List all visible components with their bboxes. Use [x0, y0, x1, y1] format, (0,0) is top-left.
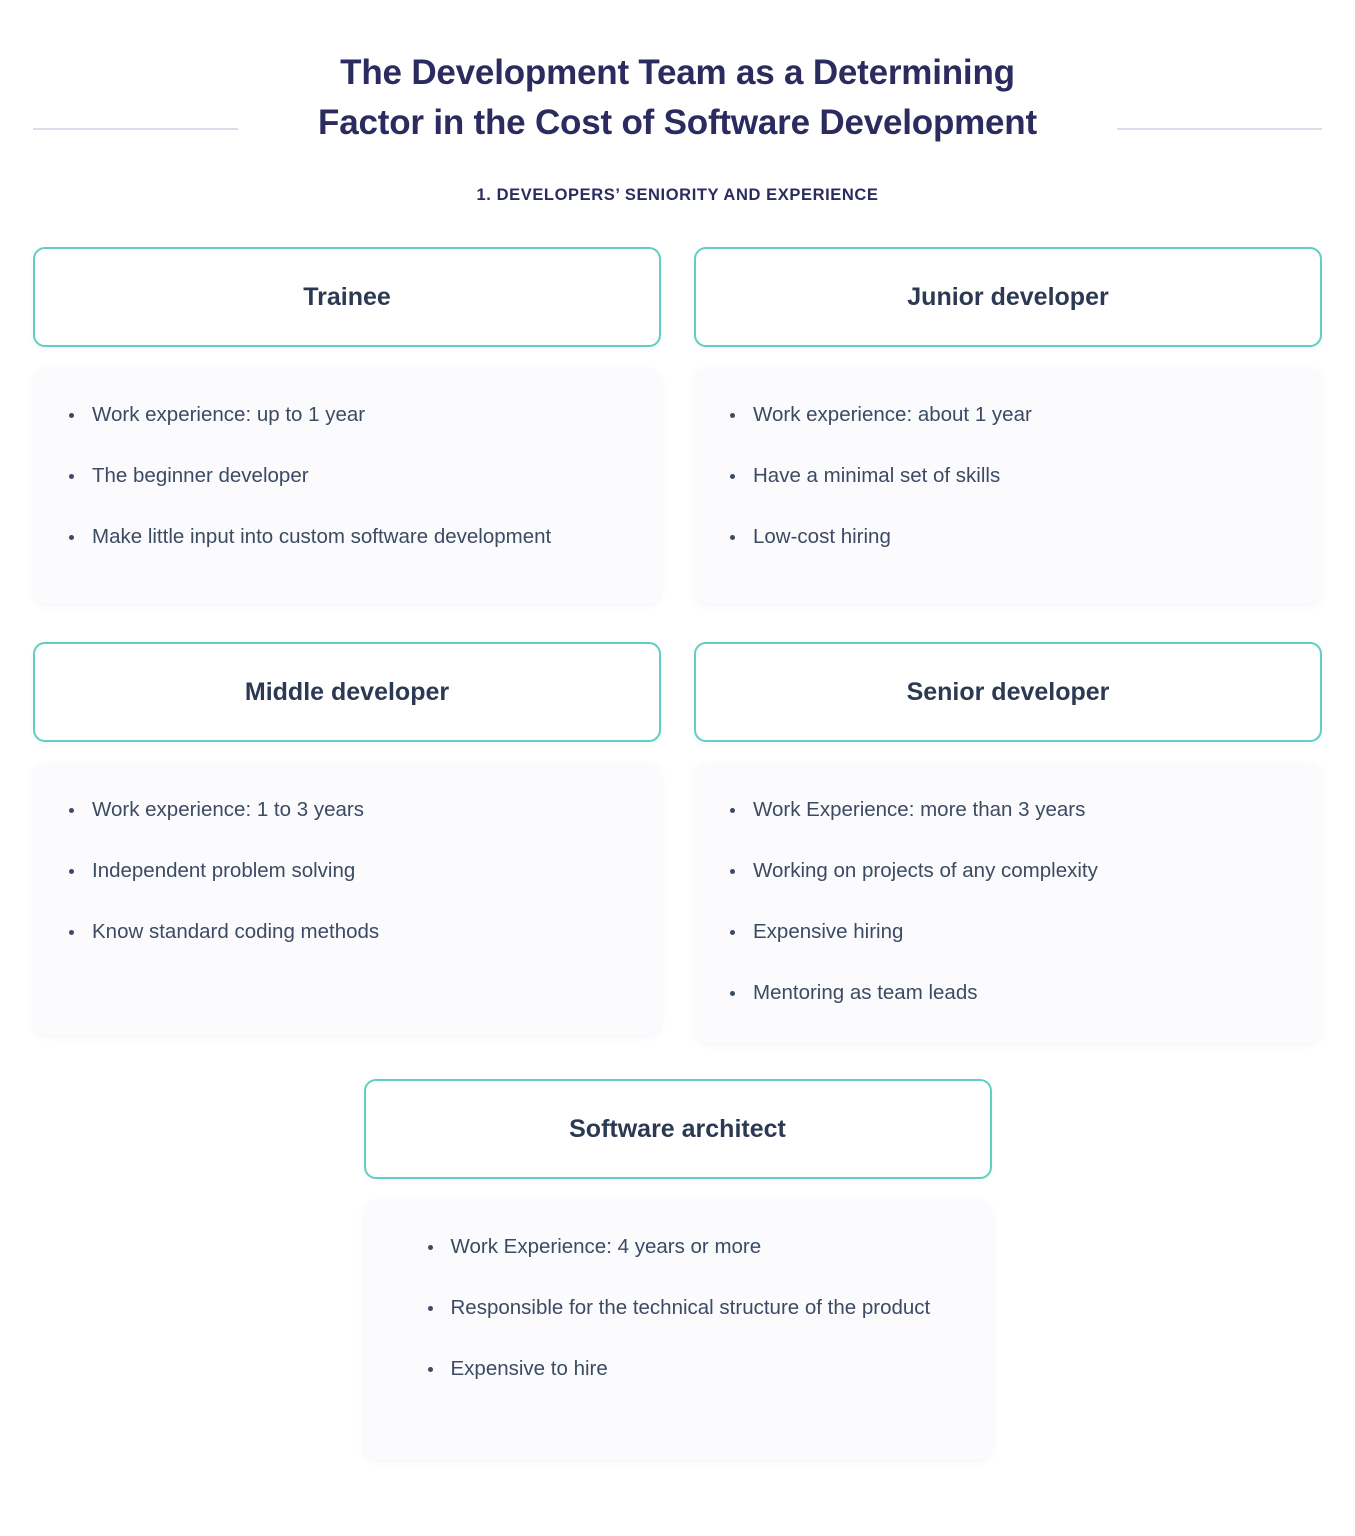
list-item: Expensive to hire	[424, 1349, 960, 1389]
card-body-software-architect	[364, 1200, 992, 1460]
header-rule-right	[1117, 128, 1322, 130]
card-title: Senior developer	[906, 677, 1110, 706]
list-item: Independent problem solving	[65, 851, 629, 891]
card-header-senior-developer[interactable]	[694, 642, 1322, 742]
list-item: Have a minimal set of skills	[726, 456, 1290, 496]
card-title: Software architect	[569, 1114, 786, 1143]
bullet-list	[65, 790, 629, 952]
page-title: The Development Team as a Determining Factor in the Cost of Software Development	[318, 53, 1037, 142]
list-item: Work experience: about 1 year	[726, 395, 1290, 435]
bullet-list	[726, 790, 1290, 1013]
list-item: Work experience: 1 to 3 years	[65, 790, 629, 830]
list-item: Expensive hiring	[726, 912, 1290, 952]
list-item: Work Experience: 4 years or more	[424, 1227, 960, 1267]
list-item: Work Experience: more than 3 years	[726, 790, 1290, 830]
bullet-list	[65, 395, 629, 557]
list-item: Work experience: up to 1 year	[65, 395, 629, 435]
card-software-architect-wrapper	[33, 1079, 1322, 1500]
card-middle-developer	[33, 642, 661, 1043]
card-header-trainee[interactable]	[33, 247, 661, 347]
list-item: The beginner developer	[65, 456, 629, 496]
card-senior-developer	[694, 642, 1322, 1043]
card-trainee	[33, 247, 661, 604]
card-body-senior-developer	[694, 763, 1322, 1043]
card-title: Trainee	[303, 282, 391, 311]
list-item: Make little input into custom software development	[65, 517, 629, 557]
grid-row-spacer	[33, 604, 1322, 642]
list-item: Mentoring as team leads	[726, 973, 1290, 1013]
card-junior-developer	[694, 247, 1322, 604]
card-software-architect	[364, 1079, 992, 1460]
card-title: Middle developer	[244, 677, 450, 706]
section-subtitle: 1. DEVELOPERS’ SENIORITY AND EXPERIENCE	[476, 186, 879, 204]
card-body-junior-developer	[694, 368, 1322, 604]
card-body-trainee	[33, 368, 661, 604]
bullet-list	[424, 1227, 960, 1389]
list-item: Know standard coding methods	[65, 912, 629, 952]
cards-grid	[33, 247, 1322, 1043]
card-header-middle-developer[interactable]	[33, 642, 661, 742]
card-body-middle-developer	[33, 763, 661, 1035]
list-item: Low-cost hiring	[726, 517, 1290, 557]
card-header-junior-developer[interactable]	[694, 247, 1322, 347]
list-item: Responsible for the technical structure of the product	[424, 1288, 960, 1328]
card-header-software-architect[interactable]	[364, 1079, 992, 1179]
header	[33, 0, 1322, 205]
header-rule-left	[33, 128, 238, 130]
bullet-list	[726, 395, 1290, 557]
list-item: Working on projects of any complexity	[726, 851, 1290, 891]
card-title: Junior developer	[907, 282, 1109, 311]
